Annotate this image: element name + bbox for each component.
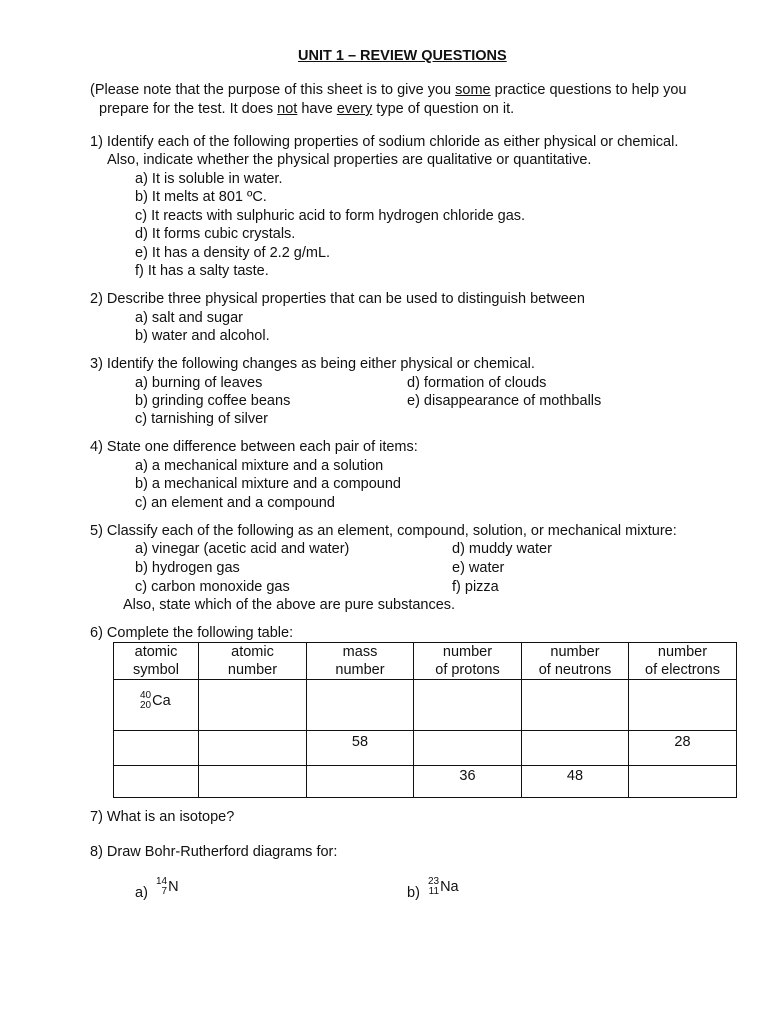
cell-empty	[414, 680, 522, 731]
q3-item: a) burning of leaves	[135, 375, 263, 391]
header-electrons: number of electrons	[629, 643, 737, 680]
isotope-notation: 14 7 N	[155, 876, 179, 897]
q6-prompt: 6) Complete the following table:	[90, 625, 294, 641]
q5-item: f) pizza	[452, 579, 499, 595]
isotope-notation: 23 11 Na	[427, 876, 459, 897]
cell-mass-number: 58	[307, 731, 414, 766]
q2-prompt: 2) Describe three physical properties that can be used to distinguish between	[90, 291, 585, 307]
header-mass-number: mass number	[307, 643, 414, 680]
q5-item: e) water	[452, 560, 505, 576]
q1-prompt: 1) Identify each of the following properties of sodium chloride as either physical or chemical.	[90, 134, 679, 150]
cell-protons: 36	[414, 766, 522, 798]
q1-prompt-2: Also, indicate whether the physical properties are qualitative or quantitative.	[107, 152, 592, 168]
q4-item: c) an element and a compound	[135, 495, 335, 511]
q3-item: b) grinding coffee beans	[135, 393, 291, 409]
q1-item: f) It has a salty taste.	[135, 263, 269, 279]
cell-empty	[199, 731, 307, 766]
q5-followup: Also, state which of the above are pure substances.	[123, 597, 456, 613]
q7-prompt: 7) What is an isotope?	[90, 809, 235, 825]
cell-symbol	[114, 680, 199, 731]
cell-empty	[414, 731, 522, 766]
q5-item: a) vinegar (acetic acid and water)	[135, 541, 350, 557]
header-atomic-number: atomic number	[199, 643, 307, 680]
q4-item: b) a mechanical mixture and a compound	[135, 476, 401, 492]
q1-item: d) It forms cubic crystals.	[135, 226, 296, 242]
q8-prompt: 8) Draw Bohr-Rutherford diagrams for:	[90, 844, 338, 860]
table-header-row	[114, 643, 737, 680]
q5-item: c) carbon monoxide gas	[135, 579, 290, 595]
cell-neutrons: 48	[522, 766, 629, 798]
header-neutrons: number of neutrons	[522, 643, 629, 680]
atomic-table	[113, 642, 737, 798]
cell-empty	[522, 680, 629, 731]
q1-item: c) It reacts with sulphuric acid to form hydrogen chloride gas.	[135, 208, 526, 224]
q3-item: e) disappearance of mothballs	[407, 393, 602, 409]
q2-item: a) salt and sugar	[135, 310, 244, 326]
q4-item: a) a mechanical mixture and a solution	[135, 458, 384, 474]
q5-prompt: 5) Classify each of the following as an element, compound, solution, or mechanical mixture:	[90, 523, 677, 539]
table-row	[114, 766, 737, 798]
q1-item: e) It has a density of 2.2 g/mL.	[135, 245, 331, 261]
note-line-1: (Please note that the purpose of this sheet is to give you some practice questions to help you	[90, 82, 687, 98]
q5-item: d) muddy water	[452, 541, 552, 557]
q1-item: b) It melts at 801 ºC.	[135, 189, 267, 205]
q5-item: b) hydrogen gas	[135, 560, 240, 576]
q8-item-a: a) 14 7 N	[135, 876, 179, 901]
cell-empty	[307, 680, 414, 731]
cell-empty	[629, 766, 737, 798]
q8-item-b: b) 23 11 Na	[407, 876, 459, 901]
cell-electrons: 28	[629, 731, 737, 766]
note-line-2: prepare for the test. It does not have every type of question on it.	[99, 101, 515, 117]
cell-empty	[199, 680, 307, 731]
cell-empty	[114, 766, 199, 798]
cell-empty	[307, 766, 414, 798]
q3-item: d) formation of clouds	[407, 375, 547, 391]
page-title: UNIT 1 – REVIEW QUESTIONS	[298, 48, 507, 64]
q2-item: b) water and alcohol.	[135, 328, 270, 344]
cell-empty	[522, 731, 629, 766]
header-protons: number of protons	[414, 643, 522, 680]
emphasis-not: not	[277, 101, 298, 117]
q3-prompt: 3) Identify the following changes as being either physical or chemical.	[90, 356, 535, 372]
cell-empty	[114, 731, 199, 766]
cell-empty	[629, 680, 737, 731]
q1-item: a) It is soluble in water.	[135, 171, 283, 187]
table-row	[114, 680, 737, 731]
table-row	[114, 731, 737, 766]
q4-prompt: 4) State one difference between each pair of items:	[90, 439, 418, 455]
isotope-notation: 40 20 Ca	[140, 690, 171, 711]
header-atomic-symbol: atomic symbol	[114, 643, 199, 680]
q3-item: c) tarnishing of silver	[135, 411, 268, 427]
emphasis-every: every	[336, 101, 373, 117]
emphasis-some: some	[455, 82, 491, 98]
cell-empty	[199, 766, 307, 798]
